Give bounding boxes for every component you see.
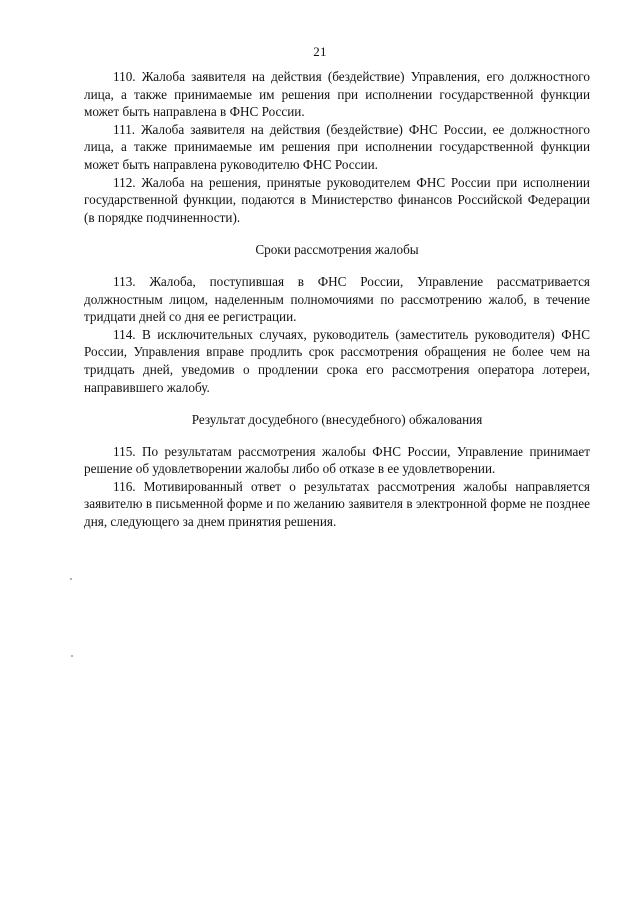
- document-body: [84, 68, 590, 531]
- scan-speck: [71, 655, 73, 657]
- paragraph-111: 111. Жалоба заявителя на действия (бездействие) ФНС России, ее должностного лица, а также принимаемые им решения при исполнении государственной функции может быть направлена руководителю ФНС России.: [84, 121, 590, 172]
- paragraph-116: 116. Мотивированный ответ о результатах рассмотрения жалобы направляется заявителю в письменной форме и по желанию заявителя в электронной форме не позднее дня, следующего за днем принятия решения.: [84, 478, 590, 530]
- scan-speck: [70, 578, 72, 580]
- section-heading-review-terms: Сроки рассмотрения жалобы: [255, 242, 419, 258]
- paragraph-115: 115. По результатам рассмотрения жалобы ФНС России, Управление принимает решение об удовлетворении жалобы либо об отказе в ее удовлетворении.: [84, 443, 590, 477]
- paragraph-112: 112. Жалоба на решения, принятые руководителем ФНС России при исполнении государственной функции, подаются в Министерство финансов Российской Федерации (в порядке подчиненности).: [84, 174, 590, 225]
- paragraph-110: 110. Жалоба заявителя на действия (бездействие) Управления, его должностного лица, а также принимаемые им решения при исполнении государственной функции может быть направлена в ФНС России.: [84, 69, 590, 120]
- paragraph-113: 113. Жалоба, поступившая в ФНС России, Управление рассматривается должностным лицом, наделенным полномочиями по рассмотрению жалоб, в течение тридцати дней со дня ее регистрации.: [84, 273, 590, 325]
- paragraph-114: 114. В исключительных случаях, руководитель (заместитель руководителя) ФНС России, Управления вправе продлить срок рассмотрения обращения не более чем на тридцать дней, уведомив о продлении срока его рассмотрения оператора лотереи, направившего жалобу.: [84, 326, 590, 395]
- section-heading-appeal-result: Результат досудебного (внесудебного) обжалования: [191, 412, 483, 428]
- page-number: 21: [313, 44, 327, 59]
